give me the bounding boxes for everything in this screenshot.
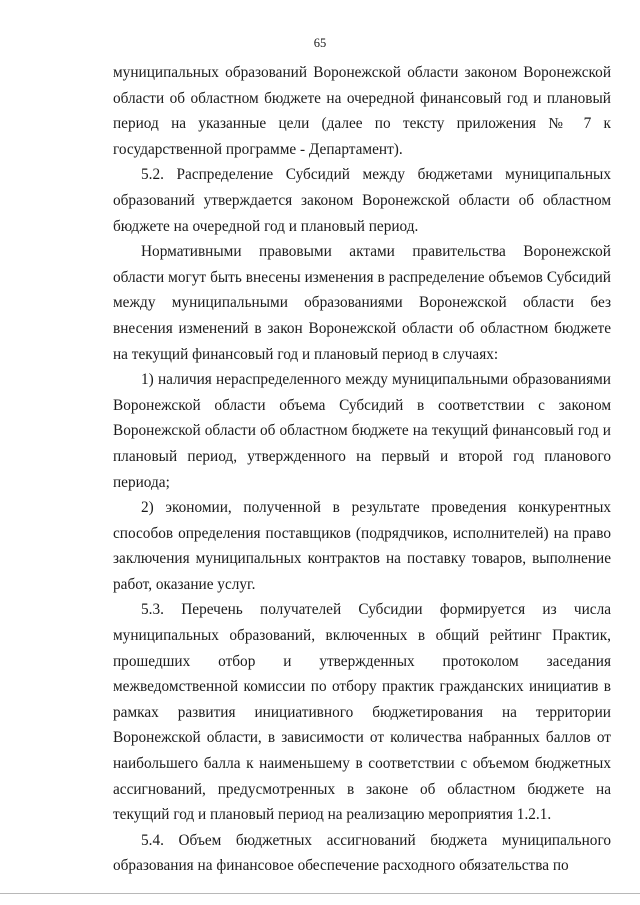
paragraph-case-2: 2) экономии, полученной в результате проведения конкурентных способов определения поставщиков (подрядчиков, исполнителей) на право заключения муниципальных контрактов на поставку товаров, выполнение работ, оказание услуг. bbox=[113, 499, 611, 593]
paragraph-5-4: 5.4. Объем бюджетных ассигнований бюджета муниципального образования на финансовое обеспечение расходного обязательства по bbox=[113, 831, 611, 875]
page-number: 65 bbox=[313, 36, 327, 50]
paragraph-5-2: 5.2. Распределение Субсидий между бюджетами муниципальных образований утверждается законом Воронежской области об областном бюджете на очередной год и плановый период. bbox=[113, 166, 611, 235]
paragraph-continuation: муниципальных образований Воронежской области законом Воронежской области об областном бюджете на очередной финансовый год и плановый период на указанные цели (далее по тексту приложения № 7 к государственной программе - Департамент). bbox=[113, 64, 611, 158]
footer-rule bbox=[0, 893, 640, 894]
paragraph-normative-acts: Нормативными правовыми актами правительства Воронежской области могут быть внесены изменения в распределение объемов Субсидий между муниципальными образованиями Воронежской области без внесения изменений в закон Воронежской области об областном бюджете на текущий финансовый год и плановый период в случаях: bbox=[113, 243, 611, 363]
body-text bbox=[113, 60, 611, 879]
paragraph-case-1: 1) наличия нераспределенного между муниципальными образованиями Воронежской области объема Субсидий в соответствии с законом Воронежской области об областном бюджете на текущий финансовый год и плановый период, утвержденного на первый и второй год планового периода; bbox=[113, 371, 611, 491]
paragraph-5-3: 5.3. Перечень получателей Субсидии формируется из числа муниципальных образований, включенных в общий рейтинг Практик, прошедших отбор и утвержденных протоколом заседания межведомственной комиссии по отбору практик гражданских инициатив в рамках развития инициативного бюджетирования на территории Воронежской области, в зависимости от количества набранных баллов от наибольшего балла к наименьшему в соответствии с объемом бюджетных ассигнований, предусмотренных в законе об областном бюджете на текущий год и плановый период на реализацию мероприятия 1.2.1. bbox=[113, 601, 611, 824]
